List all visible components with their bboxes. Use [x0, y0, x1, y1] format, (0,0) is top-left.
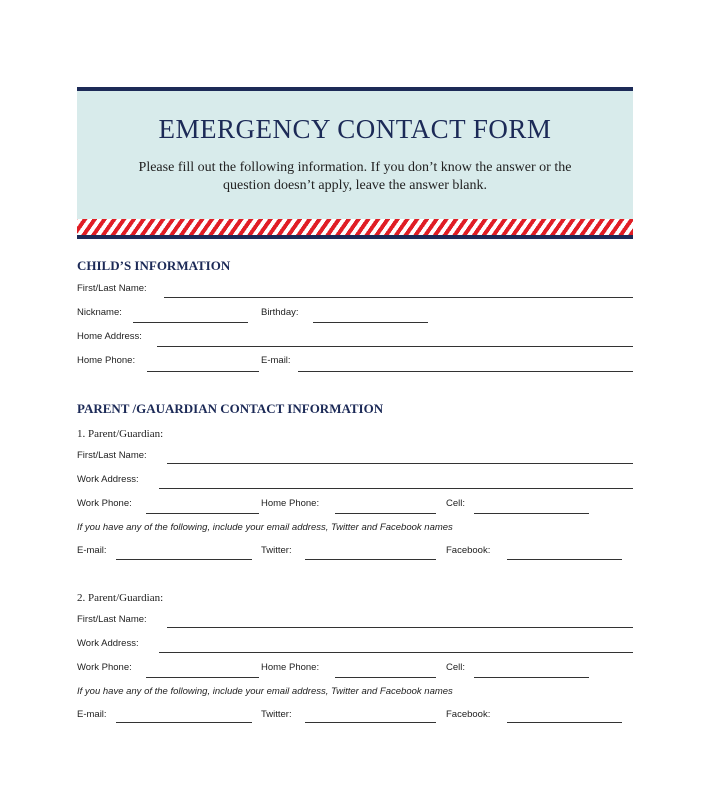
guardian-2-work-phone-field[interactable] — [146, 677, 259, 678]
guardian-1-twitter-field[interactable] — [305, 559, 436, 560]
form-instructions — [97, 159, 613, 195]
header-bottom-bar — [77, 235, 633, 239]
child-home-phone-label: Home Phone: — [77, 355, 136, 366]
child-home-phone-field[interactable] — [147, 371, 259, 372]
guardian-2-work-phone-label: Work Phone: — [77, 662, 132, 673]
guardian-1-email-field[interactable] — [116, 559, 252, 560]
child-email-label: E-mail: — [261, 355, 291, 366]
child-birthday-label: Birthday: — [261, 307, 299, 318]
guardian-1-facebook-label: Facebook: — [446, 545, 491, 556]
child-email-field[interactable] — [298, 371, 633, 372]
guardian-1-first-last-name-field[interactable] — [167, 463, 633, 464]
guardian-1-social-note: If you have any of the following, include your email address, Twitter and Facebook names — [77, 522, 453, 533]
child-nickname-label: Nickname: — [77, 307, 122, 318]
candy-stripe-border — [77, 219, 633, 235]
parent-section-heading: PARENT /GAUARDIAN CONTACT INFORMATION — [77, 401, 384, 416]
guardian-2-home-phone-label: Home Phone: — [261, 662, 320, 673]
form-title: EMERGENCY CONTACT FORM — [158, 114, 552, 144]
guardian-1-twitter-label: Twitter: — [261, 545, 292, 556]
guardian-2-title: 2. Parent/Guardian: — [77, 592, 164, 604]
guardian-2-work-address-label: Work Address: — [77, 638, 139, 649]
guardian-1-title: 1. Parent/Guardian: — [77, 428, 164, 440]
child-nickname-field[interactable] — [133, 322, 248, 323]
guardian-1-work-address-field[interactable] — [159, 488, 633, 489]
guardian-1-work-address-label: Work Address: — [77, 474, 139, 485]
guardian-1-home-phone-label: Home Phone: — [261, 498, 320, 509]
guardian-2-facebook-field[interactable] — [507, 722, 622, 723]
guardian-2-work-address-field[interactable] — [159, 652, 633, 653]
guardian-1-first-last-name-label: First/Last Name: — [77, 450, 147, 461]
instructions-line-1: Please fill out the following information. If you don’t know the answer or the — [138, 160, 572, 175]
guardian-1-email-label: E-mail: — [77, 545, 107, 556]
guardian-1-cell-label: Cell: — [446, 498, 466, 509]
child-home-address-field[interactable] — [157, 346, 633, 347]
guardian-2-first-last-name-label: First/Last Name: — [77, 614, 147, 625]
guardian-1-cell-field[interactable] — [474, 513, 589, 514]
child-birthday-field[interactable] — [313, 322, 428, 323]
form-header — [77, 87, 633, 239]
guardian-2-twitter-label: Twitter: — [261, 709, 292, 720]
guardian-2-cell-field[interactable] — [474, 677, 589, 678]
child-home-address-label: Home Address: — [77, 331, 142, 342]
guardian-2-twitter-field[interactable] — [305, 722, 436, 723]
guardian-2-social-note: If you have any of the following, include your email address, Twitter and Facebook names — [77, 686, 453, 697]
guardian-2-email-label: E-mail: — [77, 709, 107, 720]
guardian-2-home-phone-field[interactable] — [335, 677, 436, 678]
header-panel — [77, 91, 633, 219]
child-first-last-name-field[interactable] — [164, 297, 633, 298]
instructions-line-2: question doesn’t apply, leave the answer blank. — [223, 178, 487, 193]
child-section-heading: CHILD’S INFORMATION — [77, 258, 231, 273]
guardian-1-facebook-field[interactable] — [507, 559, 622, 560]
guardian-1-work-phone-label: Work Phone: — [77, 498, 132, 509]
guardian-2-first-last-name-field[interactable] — [167, 627, 633, 628]
guardian-2-email-field[interactable] — [116, 722, 252, 723]
guardian-2-facebook-label: Facebook: — [446, 709, 491, 720]
child-first-last-name-label: First/Last Name: — [77, 283, 147, 294]
guardian-2-cell-label: Cell: — [446, 662, 466, 673]
guardian-1-home-phone-field[interactable] — [335, 513, 436, 514]
guardian-1-work-phone-field[interactable] — [146, 513, 259, 514]
